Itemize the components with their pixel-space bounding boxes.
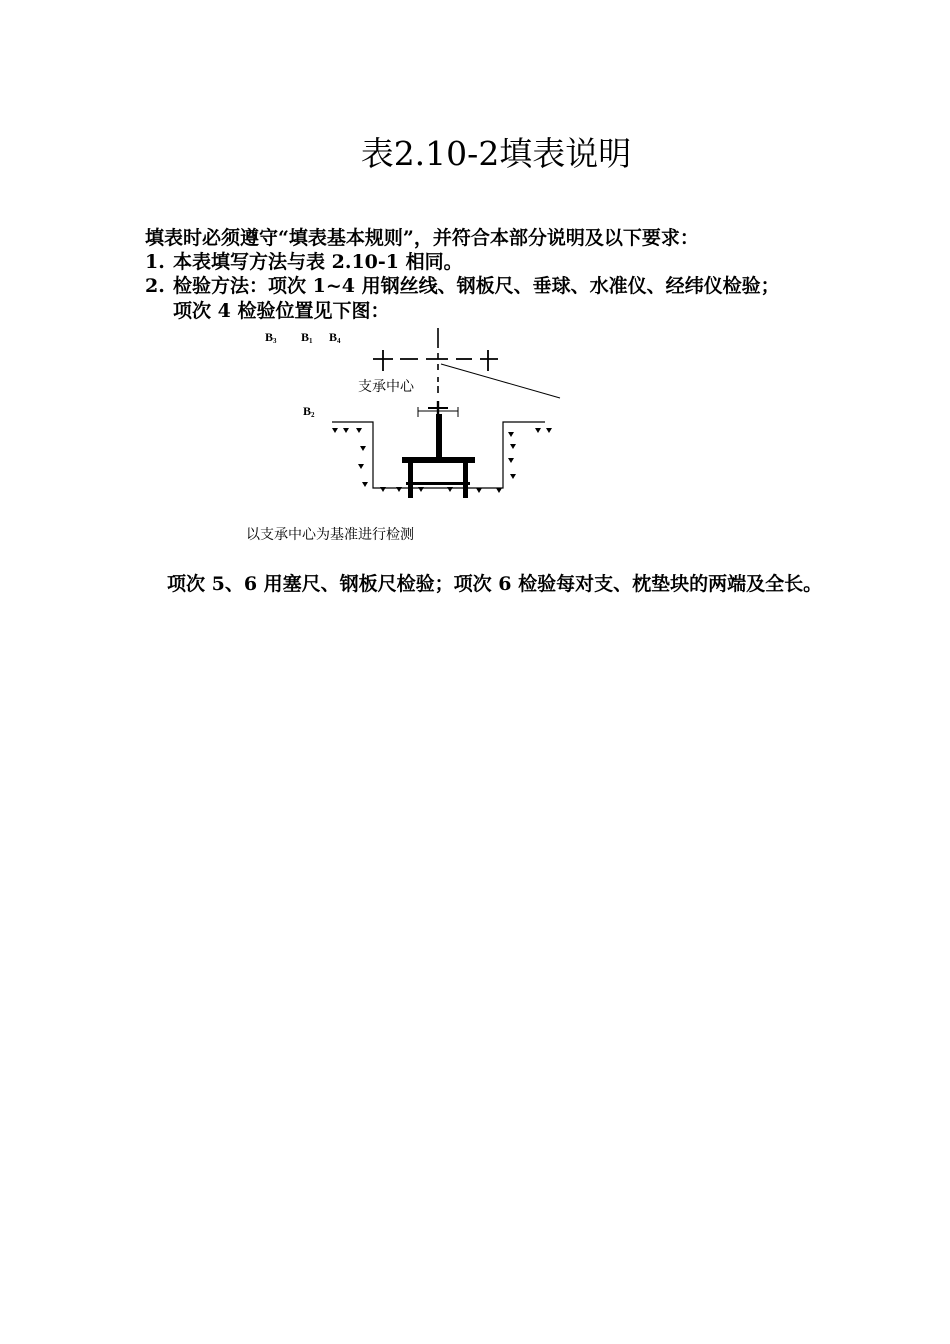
- page-title: 表2.10-2填表说明: [360, 134, 632, 173]
- label-b2: B2: [303, 404, 315, 419]
- item-text: 检验方法：项次 1~4 用钢丝线、钢板尺、垂球、水准仪、经纬仪检验；: [173, 275, 780, 297]
- item-text: 本表填写方法与表 2.10-1 相同。: [173, 251, 463, 273]
- intro-paragraph: 填表时必须遵守“填表基本规则”，并符合本部分说明及以下要求：: [145, 227, 699, 249]
- label-b4: B4: [329, 330, 341, 345]
- label-b1: B1: [301, 330, 313, 345]
- support-structure: [402, 414, 475, 498]
- diagonal-line: [441, 364, 560, 398]
- label-b3: B3: [265, 330, 277, 345]
- diagram-caption: 以支承中心为基准进行检测: [246, 527, 414, 543]
- closing-paragraph: 项次 5、6 用塞尺、钢板尺检验；项次 6 检验每对支、枕垫块的两端及全长。: [167, 573, 823, 595]
- item-continuation: 项次 4 检验位置见下图：: [173, 300, 390, 322]
- support-center-diagram: [240, 322, 580, 517]
- item-number: 2.: [145, 275, 165, 297]
- item-number: 1.: [145, 251, 165, 273]
- list-item: [145, 274, 780, 298]
- horizontal-axis: [373, 350, 498, 371]
- support-center-label: 支承中心: [358, 379, 414, 395]
- list-item: [145, 250, 463, 274]
